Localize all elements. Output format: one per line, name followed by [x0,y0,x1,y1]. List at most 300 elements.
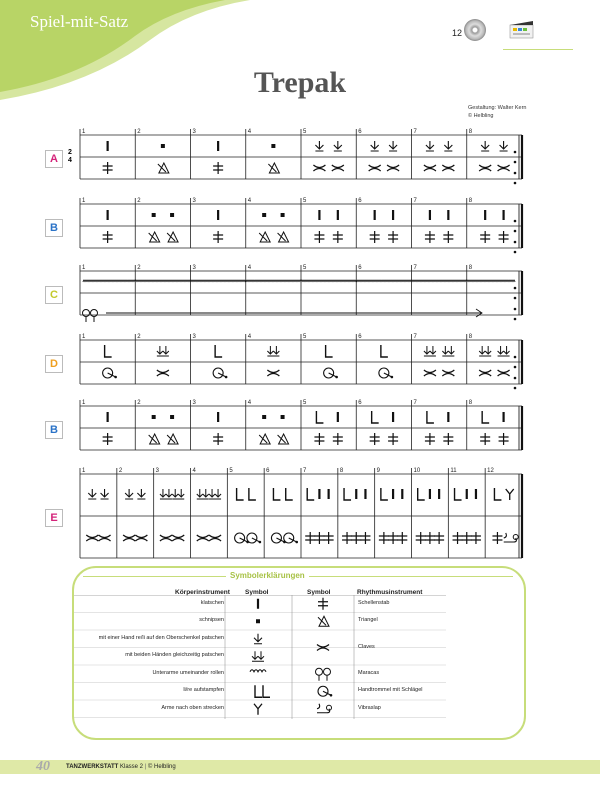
jingle-symbol [360,532,370,544]
measure-number: 1 [82,468,86,474]
roll-mark [323,280,327,282]
legend-rhythm-text: Schellenstab [358,599,390,606]
stampL-symbol [494,488,501,500]
measure-number: 7 [413,265,417,271]
measure-number: 7 [413,400,417,406]
snap-symbol [262,213,266,217]
roll-mark [211,280,215,282]
pat1-symbol [481,141,489,151]
roll-mark [495,280,499,282]
credit-design: Gestaltung: Walter Kern [468,105,527,111]
snap-symbol [152,415,156,419]
roll-mark [443,280,447,282]
repeat-dot [514,287,517,290]
repeat-dot [514,241,517,244]
repeat-dot [514,356,517,359]
measure-number: 3 [192,334,196,340]
roll-mark [371,280,375,282]
repeat-dot [514,220,517,223]
roll-mark [275,280,279,282]
roll-mark [383,280,387,282]
measure-number: 4 [247,265,252,271]
measure-number: 7 [303,468,307,474]
measure-number: 1 [82,265,86,271]
jingle-symbol [388,231,398,243]
measure-number: 8 [468,129,473,135]
claves-symbol [387,165,399,171]
stampL-symbol [372,411,379,423]
measure-number: 5 [303,334,307,340]
legend-body-text: klatschen [200,599,224,606]
measure-number: 1 [82,129,86,135]
claves-symbol [479,370,491,376]
roll-mark [459,280,463,282]
jingle-symbol [213,162,223,174]
repeat-dot [514,318,517,321]
roll-mark [167,280,171,282]
roll-mark [91,280,95,282]
drum-symbol [324,368,338,378]
jingle-symbol [103,162,113,174]
measure-number: 8 [468,400,473,406]
rhythm-score [0,120,600,560]
measure-number: 2 [118,468,123,474]
roll-mark [159,280,163,282]
roll-icon [250,670,266,672]
legend-body-text: mit beiden Händen gleichzeitig patschen [125,652,224,659]
roll-mark [267,280,271,282]
repeat-dot [514,182,517,185]
legend-rhythm-text: Handtrommel mit Schlägel [358,687,423,694]
measure-number: 3 [155,468,160,474]
legend-col-symbol-2: Symbol [307,589,331,596]
repeat-dot [514,387,517,390]
roll-mark [351,280,355,282]
tri-symbol [158,163,169,173]
roll-mark [103,280,107,282]
page-number: 40 [36,759,50,774]
roll-mark [99,280,103,282]
claves-symbol [123,535,135,541]
roll-mark [191,280,195,282]
roll-mark [395,280,399,282]
vibra-symbol [504,533,519,542]
repeat-dot [514,151,517,154]
legend-col-rhythm: Rhythmusinstrument [357,589,423,596]
roll-mark [479,280,483,282]
claves-symbol [332,165,344,171]
pat2-symbol [209,489,221,499]
legend-body-text: Unterarme umeinander rollen [152,669,224,676]
measure-number: 4 [247,198,252,204]
roll-mark [139,280,143,282]
measure-number: 5 [303,129,307,135]
stampL-symbol [482,411,489,423]
measure-number: 3 [192,265,196,271]
measure-number: 6 [358,265,362,271]
stampL-symbol [381,488,388,500]
credit-copyright: © Helbling [468,113,494,119]
stampL-symbol [418,488,425,500]
stampL-symbol [105,345,112,357]
snap-symbol [281,213,285,217]
roll-mark [511,280,515,282]
roll-mark [123,280,127,282]
arms-up-icon [254,704,262,715]
claves-symbol [172,535,184,541]
roll-mark [311,280,315,282]
jingle-symbol [342,532,352,544]
roll-mark [231,280,235,282]
measure-number: 2 [137,400,141,406]
stampL-symbol [307,488,314,500]
roll-mark [507,280,511,282]
stampR-symbol [286,488,293,500]
measure-number: 6 [358,129,362,135]
pat1-symbol [500,141,508,151]
cd-icon [464,19,486,41]
measure-number: 5 [303,265,307,271]
roll-mark [491,280,495,282]
jingle-symbol [305,532,315,544]
pat2-symbol [172,489,184,499]
tri-symbol [259,434,270,444]
pat2-symbol [197,489,209,499]
footer-brand: TANZWERKSTATT Klasse 2 | © Helbling [66,764,176,770]
roll-mark [407,280,411,282]
jingle-symbol [388,532,398,544]
vibraslap-icon [317,704,332,713]
roll-mark [95,280,99,282]
pat-both-icon [252,651,264,661]
roll-mark [279,280,283,282]
claves-symbol [99,535,111,541]
roll-mark [199,280,203,282]
claves-symbol [479,165,491,171]
tri-symbol [268,163,279,173]
roll-mark [391,280,395,282]
measure-number: 2 [137,334,141,340]
claves-symbol [197,535,209,541]
tri-symbol [278,232,289,242]
stampL-symbol [427,411,434,423]
pat2-symbol [160,489,172,499]
stampL-symbol [344,488,351,500]
jingle-symbol [388,433,398,445]
measure-number: 3 [192,129,196,135]
roll-mark [415,280,419,282]
pat1-symbol [137,489,145,499]
jingle-symbol [425,433,435,445]
roll-mark [451,280,455,282]
stampL-symbol [316,411,323,423]
jingle-stick-icon [318,598,328,610]
jingle-symbol [443,231,453,243]
snap-symbol [170,415,174,419]
roll-mark [151,280,155,282]
measure-number: 11 [450,468,457,474]
stampL-symbol [273,488,280,500]
roll-mark [483,280,487,282]
snap-symbol [271,144,275,148]
repeat-dot [514,230,517,233]
roll-mark [203,280,207,282]
jingle-symbol [324,532,334,544]
roll-mark [263,280,267,282]
claves-symbol [267,370,279,376]
jingle-symbol [480,231,490,243]
jingle-symbol [471,532,481,544]
repeat-dot [514,366,517,369]
roll-mark [271,280,275,282]
section-corner-title: Spiel-mit-Satz [30,12,129,31]
drum-symbol [379,368,393,378]
roll-mark [291,280,295,282]
claves-symbol [157,370,169,376]
pat2-symbol [267,346,279,356]
pat1-symbol [88,489,96,499]
jingle-symbol [425,532,435,544]
roll-mark [487,280,491,282]
pat2-symbol [479,346,491,356]
footer-brand-name: TANZWERKSTATT [66,764,119,770]
pat1-symbol [101,489,109,499]
tri-symbol [259,232,270,242]
stamp-right-icon [263,685,270,697]
snap-symbol [152,213,156,217]
stampL-symbol [326,345,333,357]
jingle-symbol [499,433,509,445]
roll-mark [399,280,403,282]
pat1-symbol [125,489,133,499]
claves-symbol [86,535,98,541]
dvd-icon [509,20,534,39]
jingle-symbol [103,231,113,243]
tri-symbol [167,434,178,444]
jingle-symbol [499,231,509,243]
snap-icon [256,619,260,623]
jingle-symbol [397,532,407,544]
section-e-label: E [45,509,63,527]
jingle-symbol [425,231,435,243]
legend-body-text: mit einer Hand re/li auf den Oberschenkel patschen [98,634,224,641]
roll-mark [319,280,323,282]
header-rule [503,49,573,50]
pat1-symbol [315,141,323,151]
jingle-symbol [492,532,502,544]
roll-mark [307,280,311,282]
measure-number: 6 [358,334,362,340]
roll-mark [339,280,343,282]
measure-number: 10 [413,468,421,474]
jingle-symbol [480,433,490,445]
measure-number: 4 [247,400,252,406]
pat1-symbol [334,141,342,151]
claves-symbol [135,535,147,541]
legend-body-text: schnipsen [199,617,224,624]
jingle-symbol [213,231,223,243]
measure-number: 7 [413,129,417,135]
drum-symbol [284,533,298,543]
claves-symbol [442,370,454,376]
legend-rhythm-text: Claves [358,643,375,650]
page-title: Trepak [253,66,347,99]
tri-symbol [278,434,289,444]
roll-mark [331,280,335,282]
jingle-symbol [462,532,472,544]
roll-mark [367,280,371,282]
roll-mark [499,280,503,282]
roll-mark [295,280,299,282]
roll-mark [379,280,383,282]
pat2-symbol [424,346,436,356]
measure-number: 4 [247,334,252,340]
roll-mark [419,280,423,282]
roll-mark [183,280,187,282]
roll-mark [143,280,147,282]
measure-number: 3 [192,400,196,406]
measure-number: 8 [339,468,344,474]
roll-mark [335,280,339,282]
footer-class: Klasse 2 [120,764,144,770]
jingle-symbol [314,433,324,445]
measure-number: 1 [82,334,86,340]
jingle-symbol [333,433,343,445]
tri-symbol [149,434,160,444]
roll-mark [327,280,331,282]
maracas-icon [316,668,331,681]
measure-number: 1 [82,400,86,406]
roll-mark [163,280,167,282]
claves-symbol [442,165,454,171]
roll-mark [215,280,219,282]
stampR-symbol [381,345,388,357]
jingle-symbol [314,532,324,544]
measure-number: 7 [413,198,417,204]
roll-mark [195,280,199,282]
roll-mark [359,280,363,282]
claves-symbol [160,535,172,541]
roll-mark [439,280,443,282]
roll-mark [447,280,451,282]
measure-number: 6 [266,468,270,474]
roll-mark [363,280,367,282]
measure-number: 1 [82,198,86,204]
section-b2-label: B [45,421,63,439]
measure-number: 4 [192,468,196,474]
stamp-icon [255,685,262,697]
time-signature-top: 2 [68,149,72,156]
legend-col-symbol-1: Symbol [245,589,269,596]
repeat-dot [514,308,517,311]
section-c-label: C [45,286,63,304]
measure-number: 2 [137,129,141,135]
roll-mark [119,280,123,282]
pat2-symbol [157,346,169,356]
jingle-symbol [370,231,380,243]
claves-symbol [424,165,436,171]
roll-mark [303,280,307,282]
jingle-symbol [213,433,223,445]
roll-mark [83,280,87,282]
claves-symbol [369,165,381,171]
claves-symbol [498,370,510,376]
drum-symbol [213,368,227,378]
pat1-symbol [426,141,434,151]
roll-mark [347,280,351,282]
jingle-symbol [351,532,361,544]
roll-mark [375,280,379,282]
repeat-dot [514,297,517,300]
roll-mark [243,280,247,282]
snap-symbol [170,213,174,217]
roll-mark [423,280,427,282]
repeat-dot [514,251,517,254]
repeat-dot [514,161,517,164]
claves-symbol [313,165,325,171]
jingle-symbol [379,532,389,544]
measure-number: 9 [376,468,381,474]
measure-number: 5 [229,468,233,474]
claves-symbol [424,370,436,376]
legend-body-text: Arme nach oben strecken [161,704,224,711]
jingle-symbol [314,231,324,243]
measure-number: 5 [303,198,307,204]
roll-mark [251,280,255,282]
claves-symbol [209,535,221,541]
roll-mark [467,280,471,282]
jingle-symbol [416,532,426,544]
pat1-symbol [371,141,379,151]
stampR-symbol [215,345,222,357]
snap-symbol [262,415,266,419]
legend-rhythm-text: Maracas [358,669,380,676]
repeat-dot [514,377,517,380]
roll-mark [403,280,407,282]
snap-symbol [281,415,285,419]
legend-rhythm-text: Triangel [358,617,378,624]
track-number: 12 [452,28,463,38]
roll-mark [435,280,439,282]
legend-rhythm-text: Vibraslap [358,704,381,711]
roll-mark [287,280,291,282]
section-d-label: D [45,355,63,373]
claves-symbol [498,165,510,171]
measure-number: 8 [468,265,473,271]
armsup-symbol [506,489,514,500]
measure-number: 4 [247,129,252,135]
roll-mark [343,280,347,282]
roll-mark [503,280,507,282]
pat-one-icon [254,634,262,644]
measure-number: 6 [358,198,362,204]
roll-mark [247,280,251,282]
measure-number: 6 [358,400,362,406]
roll-mark [175,280,179,282]
roll-mark [239,280,243,282]
time-signature-bottom: 4 [68,157,72,164]
roll-mark [471,280,475,282]
roll-mark [427,280,431,282]
roll-mark [155,280,159,282]
roll-mark [219,280,223,282]
maracas-symbol [83,310,98,323]
jingle-symbol [333,231,343,243]
roll-mark [179,280,183,282]
jingle-symbol [370,433,380,445]
jingle-symbol [103,433,113,445]
legend-body-text: li/re aufstampfen [183,687,224,694]
